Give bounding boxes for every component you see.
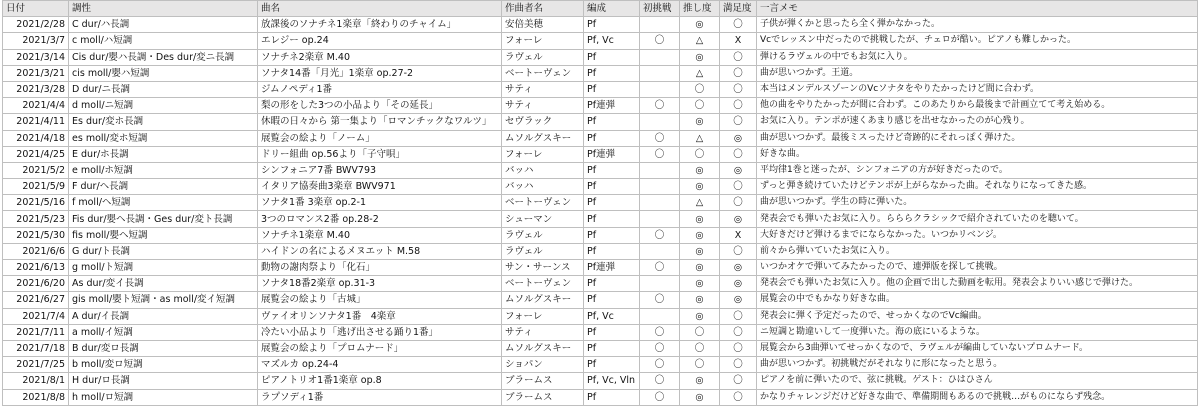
cell-instrumentation[interactable]: Pf	[584, 162, 640, 178]
cell-first-try[interactable]	[640, 308, 680, 324]
cell-instrumentation[interactable]: Pf, Vc, Vln	[584, 373, 640, 389]
table-body	[3, 17, 1198, 406]
table-row	[3, 227, 1198, 243]
cell-date[interactable]: 2021/8/8	[3, 389, 69, 405]
cell-composer[interactable]: フォーレ	[502, 33, 584, 49]
cell-date[interactable]: 2021/6/20	[3, 276, 69, 292]
cell-key[interactable]: As dur/変イ長調	[69, 276, 258, 292]
cell-recommend[interactable]: △	[680, 33, 720, 49]
cell-recommend[interactable]: 〇	[680, 81, 720, 97]
table-row	[3, 324, 1198, 340]
cell-title[interactable]: 展覧会の絵より「プロムナード」	[258, 340, 502, 356]
cell-key[interactable]: H dur/ロ長調	[69, 373, 258, 389]
cell-first-try[interactable]	[640, 179, 680, 195]
cell-date[interactable]: 2021/2/28	[3, 17, 69, 33]
table-row	[3, 389, 1198, 405]
header-row	[3, 1, 1198, 17]
cell-key[interactable]: B dur/変ロ長調	[69, 340, 258, 356]
cell-first-try[interactable]: 〇	[640, 389, 680, 405]
cell-instrumentation[interactable]: Pf	[584, 179, 640, 195]
cell-key[interactable]: E dur/ホ長調	[69, 146, 258, 162]
cell-date[interactable]: 2021/6/6	[3, 243, 69, 259]
table-row	[3, 49, 1198, 65]
cell-date[interactable]: 2021/4/4	[3, 98, 69, 114]
cell-instrumentation[interactable]: Pf連弾	[584, 146, 640, 162]
cell-key[interactable]: h moll/ロ短調	[69, 389, 258, 405]
cell-memo[interactable]: お気に入り。テンポが速くあまり感じを出せなかったのが心残り。	[757, 114, 1198, 130]
cell-key[interactable]: D dur/ニ長調	[69, 81, 258, 97]
cell-date[interactable]: 2021/6/27	[3, 292, 69, 308]
cell-memo[interactable]: 曲が思いつかず。王道。	[757, 65, 1198, 81]
cell-date[interactable]: 2021/6/13	[3, 260, 69, 276]
cell-composer[interactable]: フォーレ	[502, 146, 584, 162]
cell-key[interactable]: a moll/イ短調	[69, 324, 258, 340]
cell-satisfaction[interactable]: ◎	[720, 211, 757, 227]
cell-memo[interactable]: 曲が思いつかず。初挑戦だがそれなりに形になったと思う。	[757, 357, 1198, 373]
cell-memo[interactable]: ピアノを前に弾いたので、弦に挑戦。ゲスト：ひはひさん	[757, 373, 1198, 389]
cell-date[interactable]: 2021/5/16	[3, 195, 69, 211]
cell-satisfaction[interactable]: 〇	[720, 49, 757, 65]
cell-memo[interactable]: 展覧会の中でもかなり好きな曲。	[757, 292, 1198, 308]
cell-recommend[interactable]: ◎	[680, 260, 720, 276]
cell-composer[interactable]: ムソルグスキー	[502, 292, 584, 308]
table-row	[3, 146, 1198, 162]
cell-satisfaction[interactable]: 〇	[720, 65, 757, 81]
cell-first-try[interactable]	[640, 211, 680, 227]
cell-title[interactable]: ピアノトリオ1番1楽章 op.8	[258, 373, 502, 389]
cell-instrumentation[interactable]: Pf	[584, 17, 640, 33]
cell-date[interactable]: 2021/4/18	[3, 130, 69, 146]
cell-memo[interactable]: 発表会でも弾いたお気に入り。らららクラシックで紹介されていたのを聴いて。	[757, 211, 1198, 227]
cell-key[interactable]: G dur/ト長調	[69, 243, 258, 259]
cell-recommend[interactable]: ◎	[680, 17, 720, 33]
table-row	[3, 373, 1198, 389]
cell-memo[interactable]: 平均律1巻と迷ったが、シンフォニアの方が好きだったので。	[757, 162, 1198, 178]
cell-composer[interactable]: サン・サーンス	[502, 260, 584, 276]
cell-composer[interactable]: ラヴェル	[502, 243, 584, 259]
cell-key[interactable]: Fis dur/嬰ヘ長調・Ges dur/変ト長調	[69, 211, 258, 227]
table-row	[3, 65, 1198, 81]
cell-first-try[interactable]: 〇	[640, 324, 680, 340]
cell-instrumentation[interactable]: Pf	[584, 227, 640, 243]
cell-key[interactable]: fis moll/嬰ヘ短調	[69, 227, 258, 243]
cell-first-try[interactable]	[640, 49, 680, 65]
cell-recommend[interactable]: ◎	[680, 162, 720, 178]
cell-first-try[interactable]: 〇	[640, 292, 680, 308]
cell-memo[interactable]: 発表会でも弾いたお気に入り。他の企画で出した動画を転用。発表会よりいい感じで弾けた。	[757, 276, 1198, 292]
cell-title[interactable]: シンフォニア7番 BWV793	[258, 162, 502, 178]
cell-key[interactable]: F dur/ヘ長調	[69, 179, 258, 195]
cell-instrumentation[interactable]: Pf	[584, 324, 640, 340]
cell-title[interactable]: 3つのロマンス2番 op.28-2	[258, 211, 502, 227]
cell-date[interactable]: 2021/7/11	[3, 324, 69, 340]
cell-recommend[interactable]: 〇	[680, 357, 720, 373]
table-row	[3, 243, 1198, 259]
cell-first-try[interactable]	[640, 114, 680, 130]
cell-date[interactable]: 2021/4/11	[3, 114, 69, 130]
cell-instrumentation[interactable]: Pf	[584, 243, 640, 259]
cell-memo[interactable]: 子供が弾くかと思ったら全く弾かなかった。	[757, 17, 1198, 33]
cell-satisfaction[interactable]: ◎	[720, 276, 757, 292]
cell-first-try[interactable]: 〇	[640, 130, 680, 146]
cell-composer[interactable]: ベートーヴェン	[502, 195, 584, 211]
cell-title[interactable]: イタリア協奏曲3楽章 BWV971	[258, 179, 502, 195]
cell-composer[interactable]: フォーレ	[502, 308, 584, 324]
cell-composer[interactable]: ブラームス	[502, 373, 584, 389]
cell-satisfaction[interactable]: X	[720, 227, 757, 243]
cell-instrumentation[interactable]: Pf	[584, 276, 640, 292]
cell-memo[interactable]: ニ短調と勘違いして一度弾いた。海の底にいるような。	[757, 324, 1198, 340]
cell-title[interactable]: ヴァイオリンソナタ1番 4楽章	[258, 308, 502, 324]
cell-satisfaction[interactable]: 〇	[720, 389, 757, 405]
cell-satisfaction[interactable]: 〇	[720, 195, 757, 211]
cell-date[interactable]: 2021/3/28	[3, 81, 69, 97]
cell-composer[interactable]: ブラームス	[502, 389, 584, 405]
cell-composer[interactable]: サティ	[502, 98, 584, 114]
cell-title[interactable]: エレジー op.24	[258, 33, 502, 49]
cell-key[interactable]: C dur/ハ長調	[69, 17, 258, 33]
cell-memo[interactable]: 大好きだけど弾けるまでにならなかった。いつかリベンジ。	[757, 227, 1198, 243]
cell-satisfaction[interactable]: 〇	[720, 357, 757, 373]
cell-composer[interactable]: ラヴェル	[502, 227, 584, 243]
table-row	[3, 357, 1198, 373]
header-satisfaction[interactable]: 満足度	[720, 1, 757, 17]
cell-instrumentation[interactable]: Pf	[584, 130, 640, 146]
cell-memo[interactable]: 弾けるラヴェルの中でもお気に入り。	[757, 49, 1198, 65]
cell-satisfaction[interactable]: 〇	[720, 81, 757, 97]
cell-recommend[interactable]: ◎	[680, 211, 720, 227]
cell-title[interactable]: 休暇の日々から 第一集より「ロマンチックなワルツ」	[258, 114, 502, 130]
cell-first-try[interactable]: 〇	[640, 260, 680, 276]
cell-first-try[interactable]: 〇	[640, 227, 680, 243]
cell-key[interactable]: c moll/ハ短調	[69, 33, 258, 49]
table-row	[3, 33, 1198, 49]
cell-title[interactable]: ソナチネ2楽章 M.40	[258, 49, 502, 65]
cell-first-try[interactable]	[640, 162, 680, 178]
cell-recommend[interactable]: ◎	[680, 114, 720, 130]
cell-composer[interactable]: 安倍美穂	[502, 17, 584, 33]
cell-date[interactable]: 2021/5/9	[3, 179, 69, 195]
table-row	[3, 211, 1198, 227]
cell-date[interactable]: 2021/8/1	[3, 373, 69, 389]
cell-first-try[interactable]	[640, 195, 680, 211]
cell-memo[interactable]: 曲が思いつかず。最後ミスったけど奇跡的にそれっぽく弾けた。	[757, 130, 1198, 146]
cell-instrumentation[interactable]: Pf	[584, 81, 640, 97]
cell-composer[interactable]: バッハ	[502, 162, 584, 178]
cell-first-try[interactable]: 〇	[640, 373, 680, 389]
table-row	[3, 195, 1198, 211]
cell-recommend[interactable]: ◎	[680, 227, 720, 243]
cell-first-try[interactable]	[640, 65, 680, 81]
cell-recommend[interactable]: 〇	[680, 340, 720, 356]
cell-memo[interactable]: Vcでレッスン中だったので挑戦したが、チェロが酷い。ピアノも難しかった。	[757, 33, 1198, 49]
table-row	[3, 114, 1198, 130]
table-row	[3, 292, 1198, 308]
cell-key[interactable]: f moll/ヘ短調	[69, 195, 258, 211]
cell-satisfaction[interactable]: 〇	[720, 114, 757, 130]
cell-satisfaction[interactable]: 〇	[720, 243, 757, 259]
table-row	[3, 98, 1198, 114]
cell-memo[interactable]: 展覧会から3曲弾いてせっかくなので、ラヴェルが編曲していないプロムナード。	[757, 340, 1198, 356]
cell-satisfaction[interactable]: 〇	[720, 324, 757, 340]
cell-first-try[interactable]	[640, 243, 680, 259]
table-row	[3, 340, 1198, 356]
cell-composer[interactable]: ラヴェル	[502, 49, 584, 65]
cell-first-try[interactable]: 〇	[640, 357, 680, 373]
cell-recommend[interactable]: △	[680, 130, 720, 146]
cell-title[interactable]: ジムノペディ1番	[258, 81, 502, 97]
cell-title[interactable]: ラプソディ1番	[258, 389, 502, 405]
cell-recommend[interactable]: 〇	[680, 324, 720, 340]
cell-composer[interactable]: セヴラック	[502, 114, 584, 130]
cell-instrumentation[interactable]: Pf, Vc	[584, 308, 640, 324]
cell-date[interactable]: 2021/5/30	[3, 227, 69, 243]
cell-key[interactable]: g moll/ト短調	[69, 260, 258, 276]
table-row	[3, 276, 1198, 292]
cell-date[interactable]: 2021/5/23	[3, 211, 69, 227]
cell-memo[interactable]: いつかオケで弾いてみたかったので、連弾版を探して挑戦。	[757, 260, 1198, 276]
cell-first-try[interactable]: 〇	[640, 146, 680, 162]
cell-first-try[interactable]	[640, 17, 680, 33]
cell-instrumentation[interactable]: Pf	[584, 195, 640, 211]
cell-instrumentation[interactable]: Pf	[584, 389, 640, 405]
cell-memo[interactable]: 本当はメンデルスゾーンのVcソナタをやりたかったけど間に合わず。	[757, 81, 1198, 97]
cell-memo[interactable]: 前々から弾いていたお気に入り。	[757, 243, 1198, 259]
cell-memo[interactable]: 発表会に弾く予定だったので、せっかくなのでVc編曲。	[757, 308, 1198, 324]
cell-recommend[interactable]: 〇	[680, 98, 720, 114]
cell-recommend[interactable]: ◎	[680, 389, 720, 405]
cell-date[interactable]: 2021/3/7	[3, 33, 69, 49]
cell-key[interactable]: d moll/ニ短調	[69, 98, 258, 114]
cell-date[interactable]: 2021/7/18	[3, 340, 69, 356]
cell-composer[interactable]: サティ	[502, 324, 584, 340]
cell-date[interactable]: 2021/5/2	[3, 162, 69, 178]
practice-log-table	[2, 0, 1198, 406]
cell-key[interactable]: es moll/変ホ短調	[69, 130, 258, 146]
cell-instrumentation[interactable]: Pf連弾	[584, 98, 640, 114]
table-row	[3, 308, 1198, 324]
cell-recommend[interactable]: ◎	[680, 373, 720, 389]
cell-title[interactable]: ソナタ1番 3楽章 op.2-1	[258, 195, 502, 211]
cell-satisfaction[interactable]: 〇	[720, 17, 757, 33]
cell-instrumentation[interactable]: Pf連弾	[584, 260, 640, 276]
cell-key[interactable]: b moll/変ロ短調	[69, 357, 258, 373]
cell-composer[interactable]: シューマン	[502, 211, 584, 227]
table-row	[3, 17, 1198, 33]
cell-memo[interactable]: ずっと弾き続けていたけどテンポが上がらなかった曲。それなりになってきた感。	[757, 179, 1198, 195]
header-title[interactable]: 曲名	[258, 1, 502, 17]
cell-title[interactable]: 展覧会の絵より「ノーム」	[258, 130, 502, 146]
cell-satisfaction[interactable]: 〇	[720, 98, 757, 114]
cell-satisfaction[interactable]: ◎	[720, 130, 757, 146]
cell-recommend[interactable]: △	[680, 195, 720, 211]
cell-title[interactable]: 動物の謝肉祭より「化石」	[258, 260, 502, 276]
cell-satisfaction[interactable]: 〇	[720, 146, 757, 162]
cell-composer[interactable]: ムソルグスキー	[502, 340, 584, 356]
table-row	[3, 81, 1198, 97]
cell-first-try[interactable]: 〇	[640, 98, 680, 114]
cell-satisfaction[interactable]: X	[720, 33, 757, 49]
cell-composer[interactable]: ベートーヴェン	[502, 276, 584, 292]
header-memo[interactable]: 一言メモ	[757, 1, 1198, 17]
cell-first-try[interactable]: 〇	[640, 33, 680, 49]
cell-memo[interactable]: 他の曲をやりたかったが間に合わず。このあたりから最後まで計画立てて考え始める。	[757, 98, 1198, 114]
header-recommend[interactable]: 推し度	[680, 1, 720, 17]
cell-composer[interactable]: ムソルグスキー	[502, 130, 584, 146]
cell-recommend[interactable]: ◎	[680, 243, 720, 259]
cell-composer[interactable]: サティ	[502, 81, 584, 97]
cell-satisfaction[interactable]: 〇	[720, 373, 757, 389]
cell-title[interactable]: 梨の形をした3つの小品より「その延長」	[258, 98, 502, 114]
cell-instrumentation[interactable]: Pf	[584, 340, 640, 356]
cell-instrumentation[interactable]: Pf, Vc	[584, 33, 640, 49]
header-composer[interactable]: 作曲者名	[502, 1, 584, 17]
cell-title[interactable]: マズルカ op.24-4	[258, 357, 502, 373]
cell-recommend[interactable]: ◎	[680, 292, 720, 308]
cell-recommend[interactable]: △	[680, 65, 720, 81]
cell-satisfaction[interactable]: 〇	[720, 179, 757, 195]
cell-recommend[interactable]: ◎	[680, 49, 720, 65]
cell-title[interactable]: 展覧会の絵より「古城」	[258, 292, 502, 308]
cell-key[interactable]: Es dur/変ホ長調	[69, 114, 258, 130]
cell-instrumentation[interactable]: Pf	[584, 211, 640, 227]
header-key[interactable]: 調性	[69, 1, 258, 17]
cell-key[interactable]: gis moll/嬰ト短調・as moll/変イ短調	[69, 292, 258, 308]
cell-title[interactable]: ドリー組曲 op.56より「子守唄」	[258, 146, 502, 162]
cell-key[interactable]: A dur/イ長調	[69, 308, 258, 324]
table-row	[3, 162, 1198, 178]
cell-satisfaction[interactable]: ◎	[720, 162, 757, 178]
cell-key[interactable]: Cis dur/嬰ハ長調・Des dur/変ニ長調	[69, 49, 258, 65]
cell-memo[interactable]: 曲が思いつかず。学生の時に弾いた。	[757, 195, 1198, 211]
cell-composer[interactable]: バッハ	[502, 179, 584, 195]
cell-title[interactable]: ソナタ14番「月光」1楽章 op.27-2	[258, 65, 502, 81]
cell-composer[interactable]: ベートーヴェン	[502, 65, 584, 81]
cell-recommend[interactable]: ◎	[680, 308, 720, 324]
header-instrumentation[interactable]: 編成	[584, 1, 640, 17]
cell-date[interactable]: 2021/4/25	[3, 146, 69, 162]
cell-instrumentation[interactable]: Pf	[584, 357, 640, 373]
cell-title[interactable]: ハイドンの名によるメヌエット M.58	[258, 243, 502, 259]
table-row	[3, 130, 1198, 146]
cell-satisfaction[interactable]: 〇	[720, 340, 757, 356]
cell-recommend[interactable]: ◎	[680, 179, 720, 195]
cell-memo[interactable]: かなりチャレンジだけど好きな曲で、準備期間もあるので挑戦…がものにならず残念。	[757, 389, 1198, 405]
cell-satisfaction[interactable]: 〇	[720, 308, 757, 324]
cell-instrumentation[interactable]: Pf	[584, 292, 640, 308]
table-row	[3, 260, 1198, 276]
cell-instrumentation[interactable]: Pf	[584, 49, 640, 65]
cell-recommend[interactable]: ◎	[680, 276, 720, 292]
cell-title[interactable]: ソナチネ1楽章 M.40	[258, 227, 502, 243]
cell-title[interactable]: 冷たい小品より「逃げ出させる踊り1番」	[258, 324, 502, 340]
cell-title[interactable]: ソナタ18番2楽章 op.31-3	[258, 276, 502, 292]
cell-key[interactable]: e moll/ホ短調	[69, 162, 258, 178]
cell-title[interactable]: 放課後のソナチネ1楽章「終わりのチャイム」	[258, 17, 502, 33]
cell-key[interactable]: cis moll/嬰ハ短調	[69, 65, 258, 81]
table-row	[3, 179, 1198, 195]
cell-composer[interactable]: ショパン	[502, 357, 584, 373]
cell-recommend[interactable]: 〇	[680, 146, 720, 162]
cell-instrumentation[interactable]: Pf	[584, 114, 640, 130]
cell-first-try[interactable]	[640, 81, 680, 97]
cell-first-try[interactable]	[640, 276, 680, 292]
cell-first-try[interactable]: 〇	[640, 340, 680, 356]
cell-date[interactable]: 2021/7/25	[3, 357, 69, 373]
cell-instrumentation[interactable]: Pf	[584, 65, 640, 81]
cell-date[interactable]: 2021/3/14	[3, 49, 69, 65]
cell-satisfaction[interactable]: ◎	[720, 292, 757, 308]
cell-date[interactable]: 2021/7/4	[3, 308, 69, 324]
cell-date[interactable]: 2021/3/21	[3, 65, 69, 81]
header-first-try[interactable]: 初挑戦	[640, 1, 680, 17]
cell-memo[interactable]: 好きな曲。	[757, 146, 1198, 162]
header-date[interactable]: 日付	[3, 1, 69, 17]
cell-satisfaction[interactable]: ◎	[720, 260, 757, 276]
